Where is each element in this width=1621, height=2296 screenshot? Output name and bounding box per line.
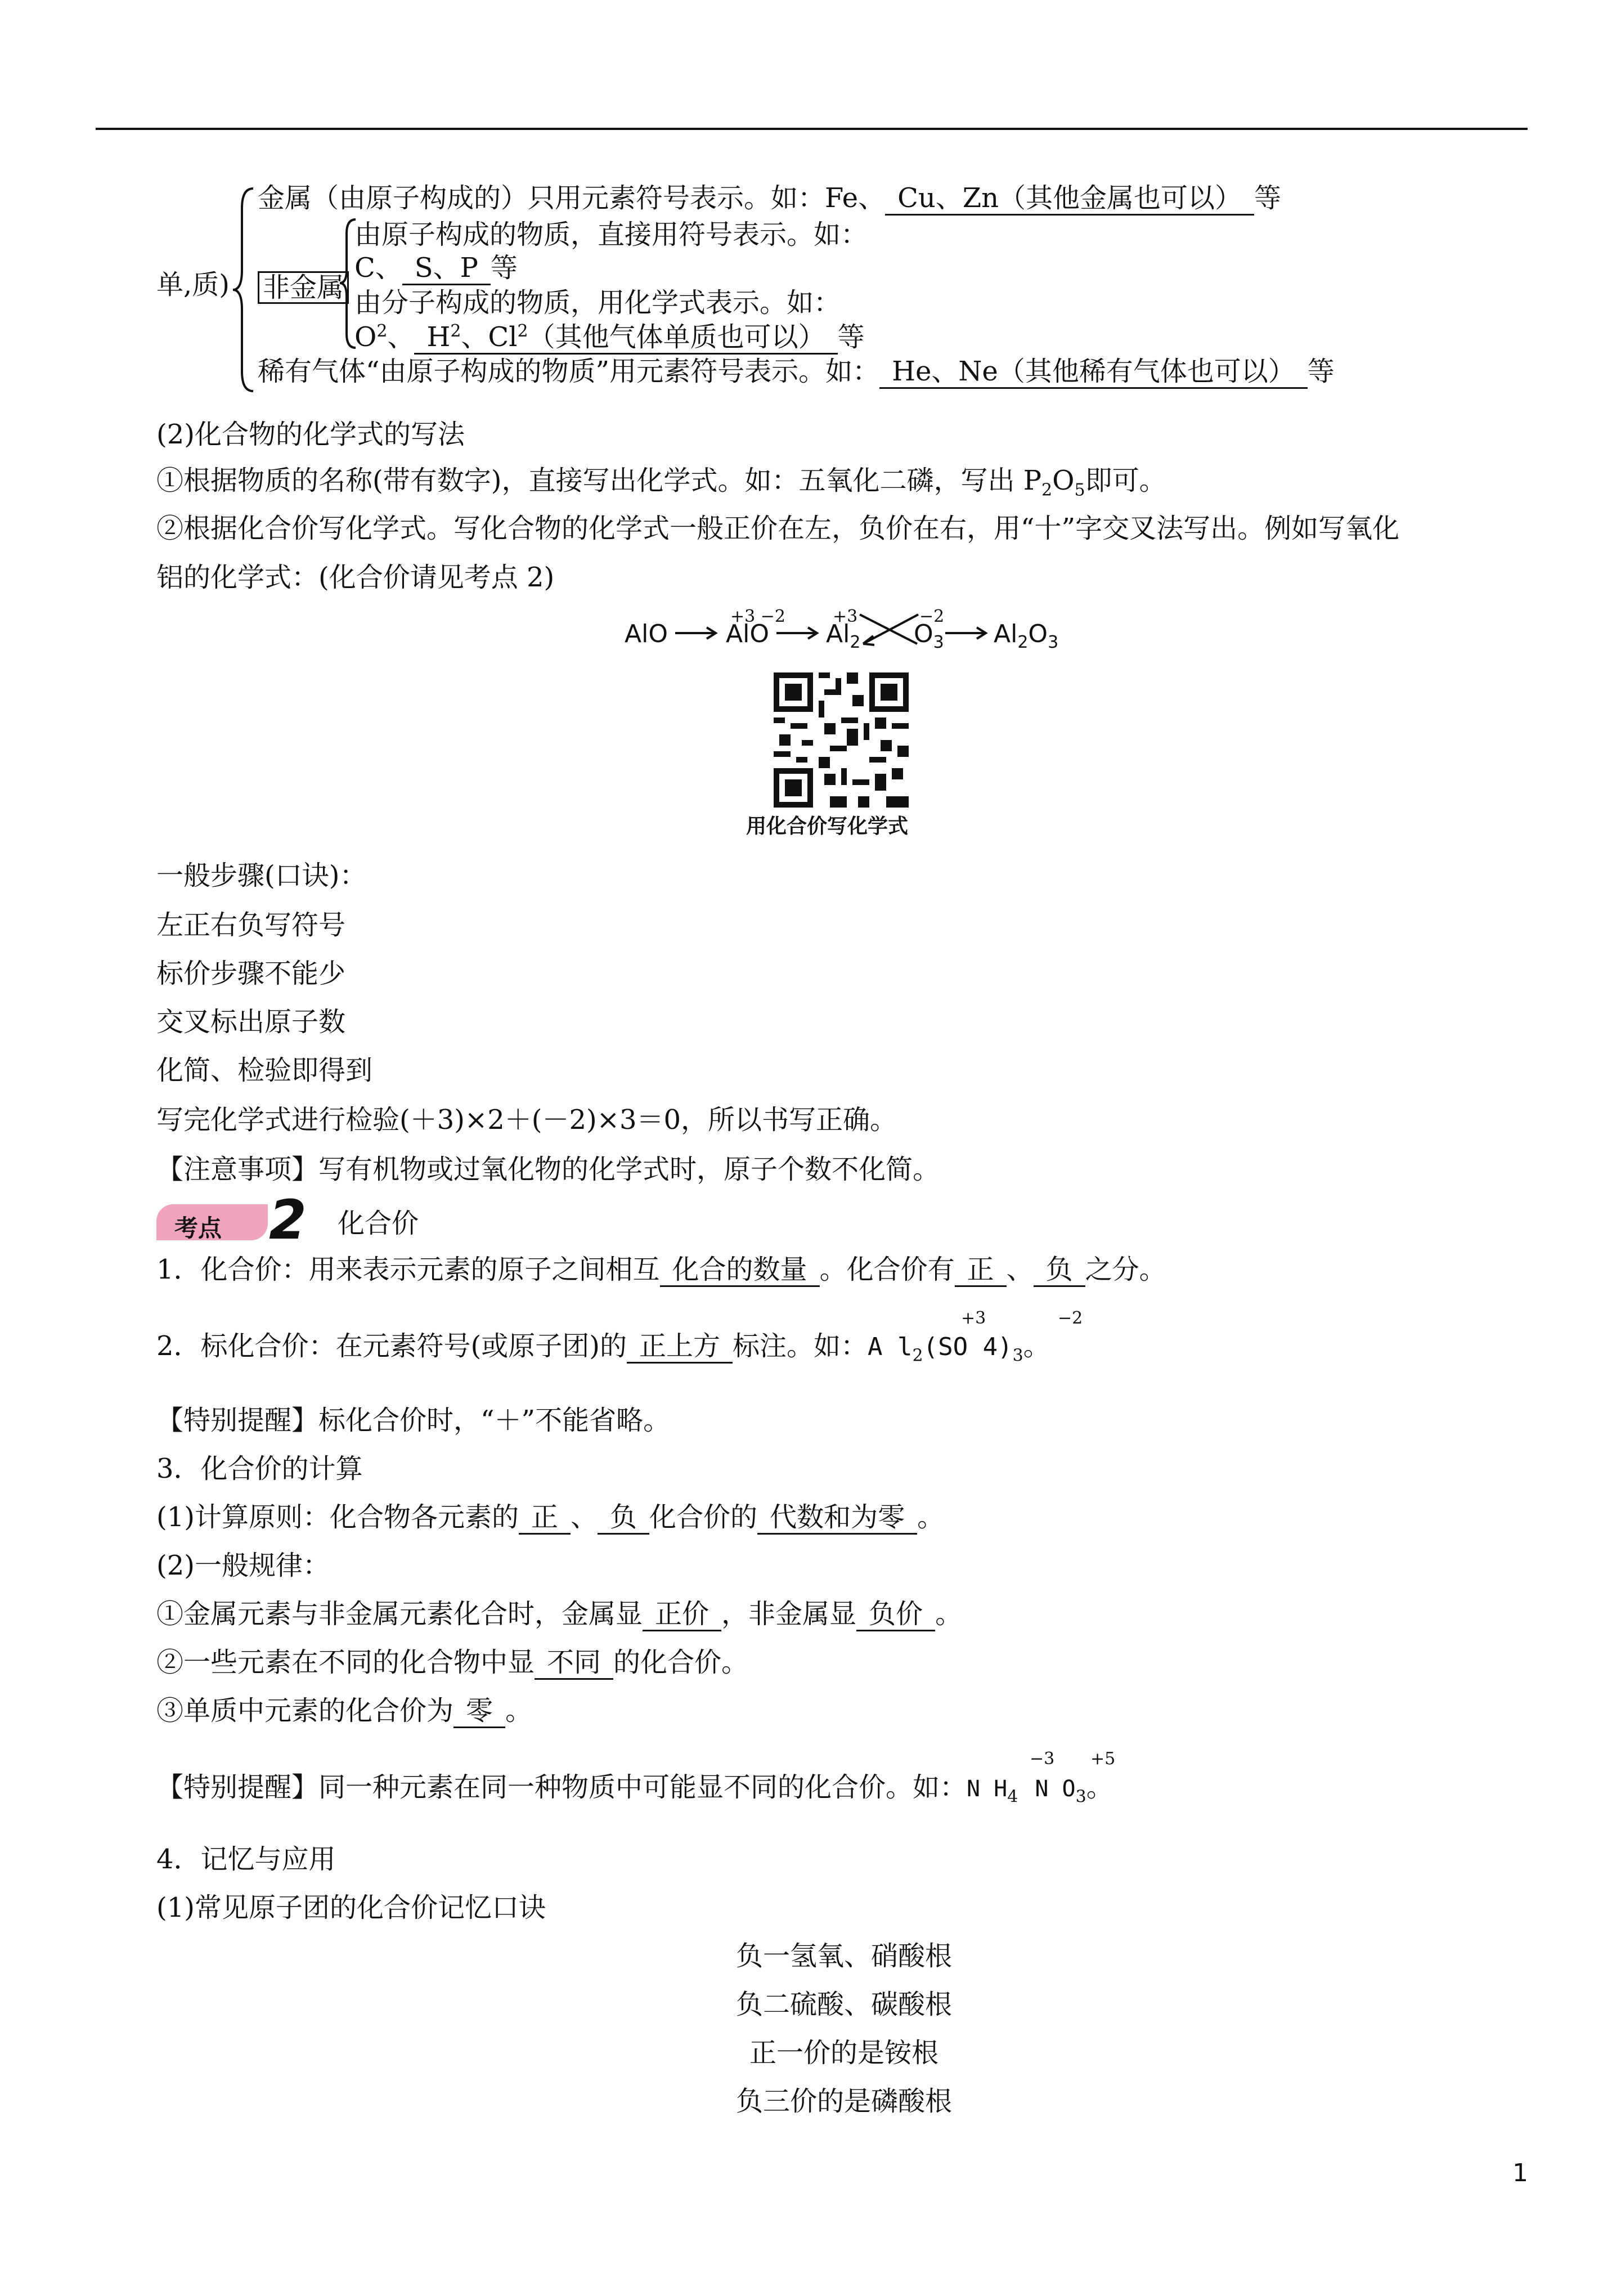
answer-p3-a3: 代数和为零	[757, 1504, 917, 1535]
s2-p2: 2．标化合价：在元素符号(或原子团)的 正上方 标注。如：A $l_2(SO$ $4)_3$。	[156, 1330, 1050, 1366]
answer-p1-a2: 正	[955, 1256, 1007, 1287]
s2-p3-1: (1)计算原则：化合物各元素的 正 、 负 化合价的 代数和为零 。	[156, 1504, 944, 1535]
answer-p3-a2: 负	[598, 1504, 649, 1535]
tree-outer-brace	[231, 186, 259, 394]
eq-step2-valence: +3 −2	[730, 607, 785, 626]
answer-nm-atoms: S、P	[402, 254, 491, 285]
compound-rule1: ①根据物质的名称(带有数字)，直接写出化学式。如：五氧化二磷，写出 $P_2O_5$即可。	[156, 465, 1166, 500]
tree-nonmetal-label: 非金属	[258, 271, 349, 304]
tree-nm-line1: 由原子构成的物质，直接用符号表示。如：	[354, 219, 868, 250]
tree-noble-line: 稀有气体“由原子构成的物质”用元素符号表示。如： He、Ne（其他稀有气体也可以） 等	[258, 358, 1335, 389]
eq-step3-al: $Al_2$	[826, 620, 861, 652]
s2-rule1: ①金属元素与非金属元素化合时，金属显 正价 ，非金属显 负价 。	[156, 1600, 962, 1631]
arrow-icon	[675, 625, 720, 642]
s2-p2-valence-so4: −2	[1058, 1308, 1083, 1328]
s2-p4-1: (1)常见原子团的化合价记忆口诀	[156, 1892, 546, 1923]
answer-r1-a2: 负价	[856, 1600, 935, 1631]
answer-p1-a3: 负	[1034, 1256, 1085, 1287]
cross-arrows-icon	[855, 609, 923, 654]
tree-metal-line: 金属（由原子构成的）只用元素符号表示。如：Fe、 Cu、Zn（其他金属也可以） 等	[258, 185, 1281, 216]
s2-p4: 4．记忆与应用	[156, 1844, 336, 1875]
steps-title: 一般步骤(口诀)：	[156, 860, 367, 891]
answer-noble: He、Ne（其他稀有气体也可以）	[879, 358, 1308, 389]
eq-step3-al-valence: +3	[833, 607, 858, 626]
tree-nm-line3: 由分子构成的物质，用化学式表示。如：	[354, 287, 841, 319]
arrow-icon	[945, 625, 990, 642]
answer-r1-a1: 正价	[643, 1600, 721, 1631]
steps-line-2: 标价步骤不能少	[156, 958, 346, 989]
arrow-icon	[776, 625, 821, 642]
mnemonic-line-1: 负一氢氧、硝酸根	[735, 1940, 952, 1972]
tree-nm-line2: C、 S、P 等	[354, 254, 518, 285]
answer-r3: 零	[453, 1697, 505, 1728]
tree-nm-line4: $O^2$、 $H^2$、Cl$^2$（其他气体单质也可以） 等	[354, 323, 865, 355]
eq-step3-o-valence: −2	[919, 607, 945, 626]
answer-metal: Cu、Zn（其他金属也可以）	[885, 185, 1254, 216]
s2-tip2: 【特别提醒】同一种元素在同一种物质中可能显不同的化合价。如：N $H_4$ N $O_3$。	[156, 1772, 1113, 1807]
steps-check: 写完化学式进行检验(＋3)×2＋(－2)×3＝0，所以书写正确。	[156, 1104, 897, 1136]
page-number: 1	[1512, 2159, 1528, 2187]
qr-caption: 用化合价写化学式	[746, 815, 908, 838]
compound-heading: (2)化合物的化学式的写法	[156, 419, 465, 450]
s2-tip2-valence-n2: +5	[1090, 1749, 1116, 1769]
compound-rule2-line2: 铝的化学式：(化合价请见考点 2)	[156, 562, 555, 593]
s2-p3-2: (2)一般规律：	[156, 1550, 330, 1581]
eq-result: $Al_2O_3$	[994, 620, 1059, 652]
s2-p1: 1．化合价：用来表示元素的原子之间相互 化合的数量 。化合价有 正 、 负 之分。	[156, 1256, 1166, 1287]
tree-root-label: 单,质)	[156, 269, 230, 301]
steps-line-1: 左正右负写符号	[156, 909, 346, 941]
s2-p2-valence-al: +3	[961, 1308, 986, 1328]
s2-rule2: ②一些元素在不同的化合物中显 不同 的化合价。	[156, 1649, 748, 1680]
answer-p1-a1: 化合的数量	[660, 1256, 820, 1287]
s2-tip1: 【特别提醒】标化合价时，“＋”不能省略。	[156, 1405, 671, 1436]
eq-step1: AlO	[625, 620, 668, 648]
section-number: 2	[269, 1189, 307, 1252]
section-badge-label: 考点	[174, 1214, 222, 1242]
s2-tip2-valence-n1: −3	[1030, 1749, 1055, 1769]
eq-step3-o: $O_3$	[914, 620, 944, 652]
mnemonic-line-2: 负二硫酸、碳酸根	[735, 1989, 952, 2020]
section-title: 化合价	[338, 1208, 419, 1239]
answer-p2: 正上方	[627, 1333, 733, 1364]
steps-line-3: 交叉标出原子数	[156, 1006, 346, 1038]
answer-nm-molecules: $H^2$、Cl$^2$（其他气体单质也可以）	[414, 323, 837, 355]
eq-step2: AlO	[726, 620, 769, 648]
mnemonic-line-3: 正一价的是铵根	[749, 2037, 939, 2069]
qr-code-icon[interactable]	[774, 672, 909, 808]
s2-rule3: ③单质中元素的化合价为 零 。	[156, 1697, 532, 1728]
mnemonic-line-4: 负三价的是磷酸根	[735, 2086, 952, 2117]
header-rule	[96, 128, 1528, 130]
steps-note: 【注意事项】写有机物或过氧化物的化学式时，原子个数不化简。	[156, 1154, 940, 1185]
answer-p3-a1: 正	[519, 1504, 571, 1535]
compound-rule2-line1: ②根据化合价写化学式。写化合物的化学式一般正价在左，负价在右，用“十”字交叉法写出。例如写氧化	[156, 513, 1400, 544]
answer-r2: 不同	[535, 1649, 613, 1680]
steps-line-4: 化简、检验即得到	[156, 1055, 373, 1086]
s2-p3: 3．化合价的计算	[156, 1453, 363, 1485]
